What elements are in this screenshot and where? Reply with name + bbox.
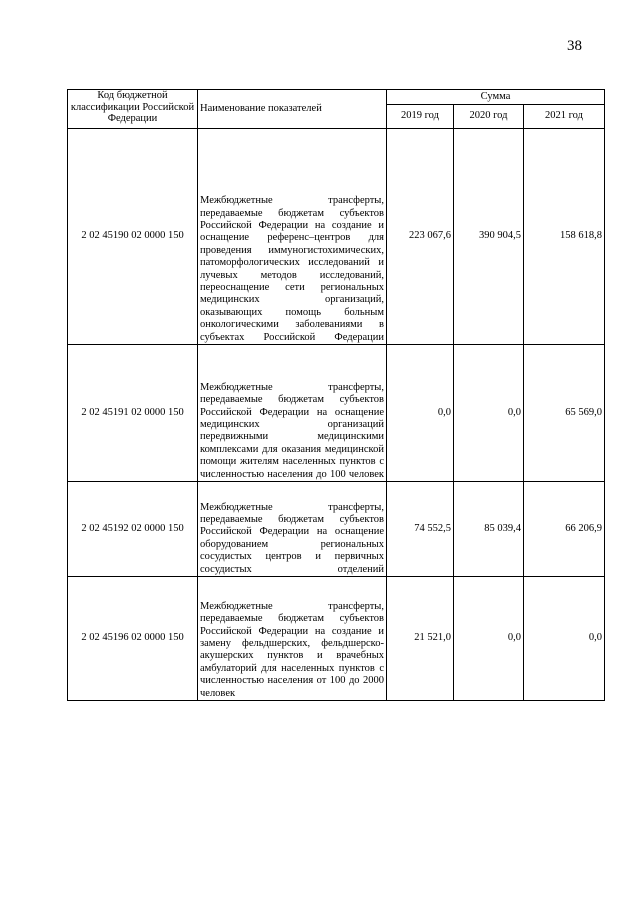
table-row: [68, 129, 605, 345]
indicator-name: Межбюджетные трансферты, передаваемые бюджетам субъектов Российской Федерации на оснащение медицинских организаций передвижными медицинскими комплексами для оказания медицинской помощи жителям населенных пунктов с численностью населения до 100 человек: [198, 345, 387, 482]
header-row: [68, 90, 605, 105]
budget-code: 2 02 45196 02 0000 150: [68, 577, 198, 701]
budget-code: 2 02 45190 02 0000 150: [68, 129, 198, 345]
value-2019: 74 552,5: [387, 482, 454, 577]
budget-code: 2 02 45192 02 0000 150: [68, 482, 198, 577]
table-row: [68, 482, 605, 577]
value-2021: 65 569,0: [524, 345, 605, 482]
indicator-name: Межбюджетные трансферты, передаваемые бюджетам субъектов Российской Федерации на создание и замену фельдшерских, фельдшерско-акушерских пунктов и врачебных амбулаторий для населенных пунктов с численностью населения от 100 до 2000 человек: [198, 577, 387, 701]
budget-table: [67, 89, 605, 701]
page-number: 38: [567, 38, 582, 54]
value-2019: 21 521,0: [387, 577, 454, 701]
value-2020: 0,0: [454, 577, 524, 701]
table-row: [68, 345, 605, 482]
year-header: 2021 год: [524, 105, 605, 129]
indicator-name: Межбюджетные трансферты, передаваемые бюджетам субъектов Российской Федерации на создание и оснащение референс–центров для проведения иммуногистохимических, патоморфологических исследований и лучевых методов исследований, переоснащение сети региональных медицинских организаций, оказывающих помощь больным онкологическими заболеваниями в субъектах Российской Федерации: [198, 129, 387, 345]
value-2019: 0,0: [387, 345, 454, 482]
value-2020: 390 904,5: [454, 129, 524, 345]
value-2021: 66 206,9: [524, 482, 605, 577]
year-header: 2020 год: [454, 105, 524, 129]
value-2019: 223 067,6: [387, 129, 454, 345]
value-2021: 158 618,8: [524, 129, 605, 345]
indicator-name: Межбюджетные трансферты, передаваемые бюджетам субъектов Российской Федерации на оснащение оборудованием региональных сосудистых центров и первичных сосудистых отделений: [198, 482, 387, 577]
year-header: 2019 год: [387, 105, 454, 129]
budget-code: 2 02 45191 02 0000 150: [68, 345, 198, 482]
table-row: [68, 577, 605, 701]
sum-column-header: Сумма: [387, 90, 605, 105]
value-2020: 0,0: [454, 345, 524, 482]
name-column-header: Наименование показателей: [198, 90, 387, 129]
value-2021: 0,0: [524, 577, 605, 701]
value-2020: 85 039,4: [454, 482, 524, 577]
code-column-header: Код бюджетной классификации Российской Федерации: [68, 90, 198, 129]
